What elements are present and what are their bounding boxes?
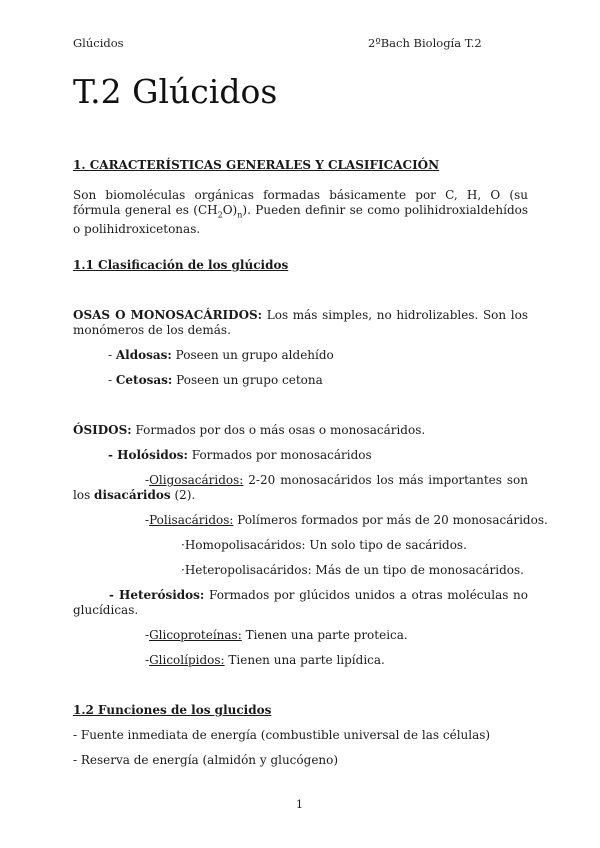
header-right: 2ºBach Biología T.2: [368, 36, 482, 50]
osidos-label: ÓSIDOS:: [73, 423, 132, 437]
oligo-text-a: 2-20 monosacáridos los más importantes son los: [73, 473, 528, 502]
osidos-paragraph: [73, 423, 425, 438]
cetosas-item: [108, 373, 323, 388]
function-item: - Fuente inmediata de energía (combustible universal de las células): [73, 728, 491, 742]
intro-subscript-2: 2: [217, 210, 223, 220]
glicoprot-label: Glicoproteínas:: [149, 628, 242, 642]
glicolipidos-item: [145, 653, 385, 668]
aldosas-text: Poseen un grupo aldehído: [171, 348, 334, 362]
oligo-prefix: -: [145, 473, 150, 487]
function-item: - Reserva de energía (almidón y glucógeno): [73, 753, 339, 767]
heterosidos-label: - Heterósidos:: [109, 588, 205, 602]
glicoprot-text: Tienen una parte proteica.: [241, 628, 408, 642]
cetosas-text: Poseen un grupo cetona: [172, 373, 323, 387]
aldosas-item: [108, 348, 334, 363]
page-title: T.2 Glúcidos: [73, 72, 278, 111]
poli-prefix: -: [145, 513, 150, 527]
cetosas-prefix: -: [108, 373, 116, 387]
poli-label: Polisacáridos:: [149, 513, 234, 527]
intro-text-a: Son biomoléculas orgánicas formadas básicamente por C, H, O (su fórmula general es (CH: [73, 188, 528, 217]
holosidos-label: - Holósidos:: [108, 448, 188, 462]
cetosas-label: Cetosas:: [115, 373, 173, 387]
heteropolisacaridos-item: ·Heteropolisacáridos: Más de un tipo de monosacáridos.: [181, 563, 524, 577]
aldosas-prefix: -: [108, 348, 116, 362]
poli-text: Polímeros formados por más de 20 monosacáridos.: [233, 513, 548, 527]
intro-text-c: ). Pueden definir se como polihidroxialdehídos o polihidroxicetonas.: [73, 203, 529, 237]
osidos-text: Formados por dos o más osas o monosacáridos.: [131, 423, 426, 437]
heterosidos-paragraph: [73, 588, 528, 618]
intro-text-b: O): [222, 203, 238, 217]
glicoprot-prefix: -: [145, 628, 150, 642]
osas-label: OSAS O MONOSACÁRIDOS:: [73, 308, 263, 322]
section-1-1-heading: 1.1 Clasificación de los glúcidos: [73, 258, 289, 272]
header-left: Glúcidos: [73, 36, 124, 50]
glicoproteinas-item: [145, 628, 408, 643]
oligo-text-b: (2).: [170, 488, 196, 502]
section-1-heading: 1. CARACTERÍSTICAS GENERALES Y CLASIFICACIÓN: [73, 158, 440, 172]
glicolip-label: Glicolípidos:: [149, 653, 225, 667]
oligosacaridos-paragraph: [73, 473, 528, 503]
glicolip-text: Tienen una parte lipídica.: [224, 653, 385, 667]
section-1-intro: [73, 188, 528, 237]
holosidos-text: Formados por monosacáridos: [187, 448, 372, 462]
osas-text: Los más simples, no hidrolizables. Son los monómeros de los demás.: [73, 308, 528, 337]
heterosidos-text: Formados por glúcidos unidos a otras moléculas no glucídicas.: [73, 588, 529, 617]
homopolisacaridos-item: ·Homopolisacáridos: Un solo tipo de sacáridos.: [181, 538, 467, 552]
page-number: 1: [296, 798, 303, 811]
osas-paragraph: [73, 308, 528, 338]
glicolip-prefix: -: [145, 653, 150, 667]
polisacaridos-item: [145, 513, 548, 528]
aldosas-label: Aldosas:: [115, 348, 172, 362]
oligo-label: Oligosacáridos:: [149, 473, 244, 487]
section-1-2-heading: 1.2 Funciones de los glucidos: [73, 703, 272, 717]
holosidos-item: [108, 448, 372, 463]
disacaridos-bold: disacáridos: [94, 488, 171, 502]
intro-subscript-n: n: [237, 210, 243, 220]
